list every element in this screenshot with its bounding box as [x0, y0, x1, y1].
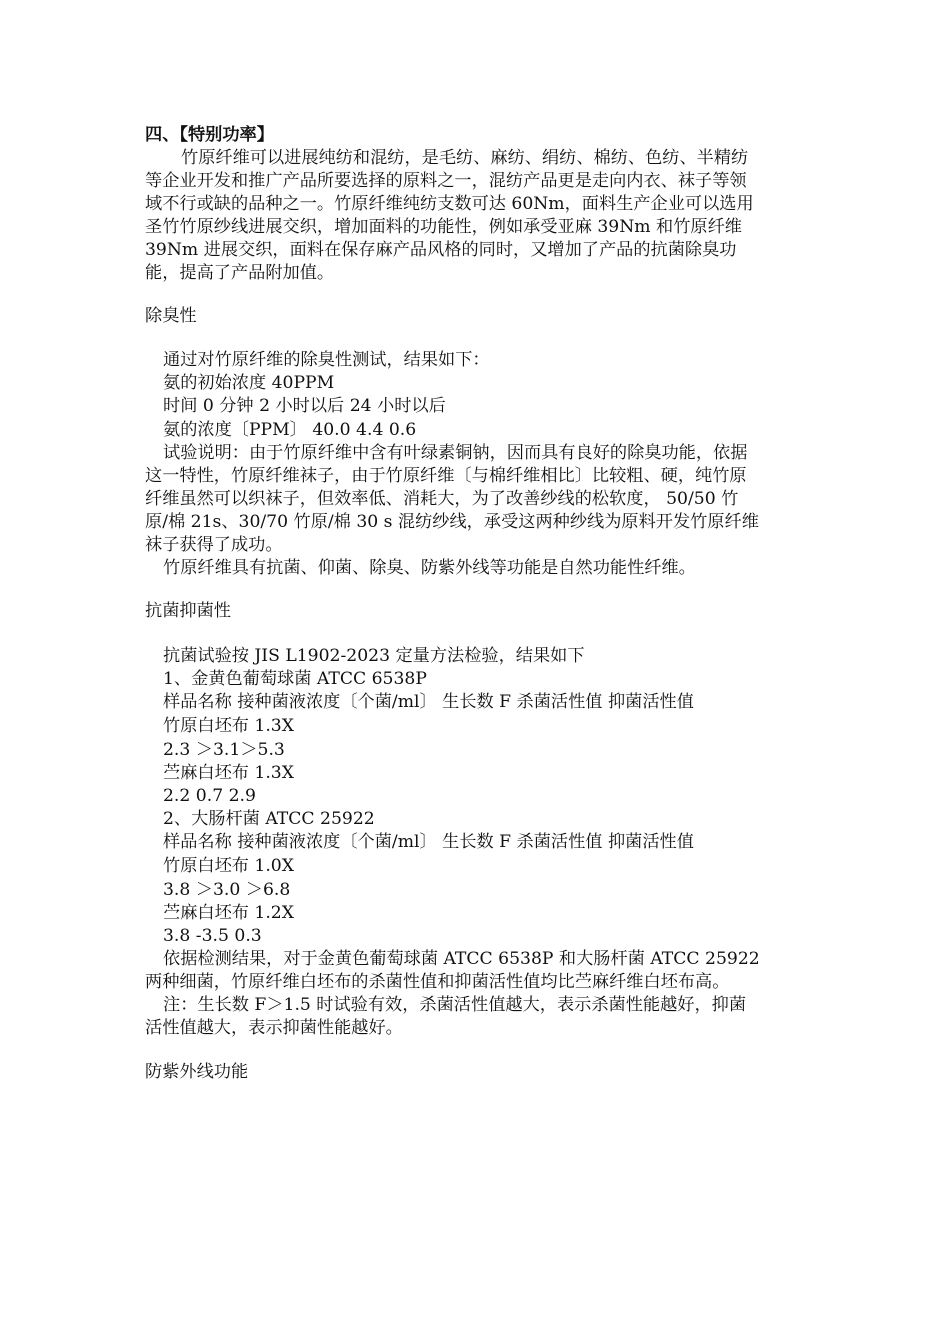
deodorize-initial-concentration: 氨的初始浓度 40PPM	[163, 373, 335, 393]
strain-1-row: 竹原白坯布 1.3X	[163, 716, 294, 736]
antibacterial-note-line: 活性值越大，表示抑菌性能越好。	[145, 1018, 403, 1038]
deodorize-summary: 竹原纤维具有抗菌、仰菌、除臭、防紫外线等功能是自然功能性纤维。	[163, 558, 696, 578]
paragraph-line: 竹原纤维可以进展纯纺和混纺，是毛纺、麻纺、绢纺、棉纺、色纺、半精纺	[181, 148, 749, 168]
antibacterial-intro: 抗菌试验按 JIS L1902-2023 定量方法检验，结果如下	[163, 646, 585, 666]
deodorize-time-row: 时间 0 分钟 2 小时以后 24 小时以后	[163, 396, 446, 416]
deodorize-note-line: 纤维虽然可以织袜子，但效率低、消耗大，为了改善纱线的松软度， 50/50 竹	[145, 489, 739, 509]
strain-1-row: 2.2 0.7 2.9	[163, 786, 256, 806]
paragraph-line: 39Nm 进展交织，面料在保存麻产品风格的同时，又增加了产品的抗菌除臭功	[145, 240, 737, 260]
strain-2-row: 苎麻白坯布 1.2X	[163, 903, 294, 923]
antibacterial-note-line: 注：生长数 F＞1.5 时试验有效，杀菌活性值越大，表示杀菌性能越好，抑菌	[163, 995, 747, 1015]
paragraph-line: 能，提高了产品附加值。	[145, 263, 335, 283]
strain-2-row: 3.8 -3.5 0.3	[163, 926, 262, 946]
paragraph-line: 域不行或缺的品种之一。竹原纤维纯纺支数可达 60Nm，面料生产企业可以选用	[145, 194, 754, 214]
strain-1-table-header: 样品名称 接种菌液浓度〔个菌/ml〕 生长数 F 杀菌活性值 抑菌活性值	[163, 692, 694, 712]
strain-2-table-header: 样品名称 接种菌液浓度〔个菌/ml〕 生长数 F 杀菌活性值 抑菌活性值	[163, 832, 694, 852]
section-heading: 四、【特别功率】	[145, 125, 274, 145]
deodorize-concentration-row: 氨的浓度〔PPM〕 40.0 4.4 0.6	[163, 420, 417, 440]
antibacterial-conclusion-line: 依据检测结果，对于金黄色葡萄球菌 ATCC 6538P 和大肠杆菌 ATCC 25922	[163, 949, 760, 969]
paragraph-line: 圣竹竹原纱线进展交织，增加面料的功能性，例如承受亚麻 39Nm 和竹原纤维	[145, 217, 742, 237]
strain-1-row: 2.3 ＞3.1＞5.3	[163, 740, 285, 760]
deodorize-note-line: 试验说明：由于竹原纤维中含有叶绿素铜钠，因而具有良好的除臭功能，依据	[163, 443, 748, 463]
deodorize-note-line: 原/棉 21s、30/70 竹原/棉 30 s 混纺纱线，承受这两种纱线为原料开发竹原纤维	[145, 512, 759, 532]
deodorize-note-line: 这一特性，竹原纤维袜子，由于竹原纤维〔与棉纤维相比〕比较粗、硬，纯竹原	[145, 466, 747, 486]
strain-1-name: 1、金黄色葡萄球菌 ATCC 6538P	[163, 669, 427, 689]
section-title-deodorize: 除臭性	[145, 306, 197, 326]
strain-1-row: 苎麻白坯布 1.3X	[163, 763, 294, 783]
paragraph-line: 等企业开发和推广产品所要选择的原料之一，混纺产品更是走向内衣、袜子等领	[145, 171, 747, 191]
deodorize-intro: 通过对竹原纤维的除臭性测试，结果如下：	[163, 350, 490, 370]
section-title-uv: 防紫外线功能	[145, 1062, 249, 1082]
strain-2-row: 竹原白坯布 1.0X	[163, 856, 294, 876]
antibacterial-conclusion-line: 两种细菌，竹原纤维白坯布的杀菌性值和抑菌活性值均比苎麻纤维白坯布高。	[145, 972, 730, 992]
section-title-antibacterial: 抗菌抑菌性	[145, 601, 231, 621]
strain-2-row: 3.8 ＞3.0 ＞6.8	[163, 880, 291, 900]
strain-2-name: 2、大肠杆菌 ATCC 25922	[163, 809, 375, 829]
deodorize-note-line: 袜子获得了成功。	[145, 535, 283, 555]
